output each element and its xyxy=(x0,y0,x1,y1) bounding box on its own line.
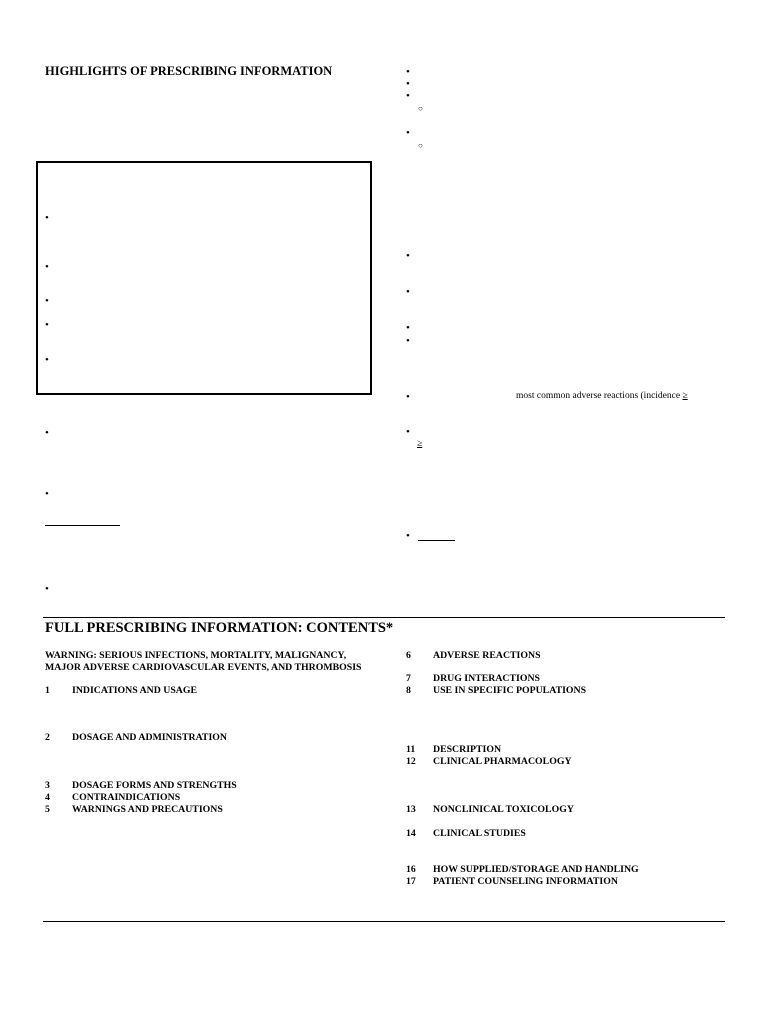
bullet-icon: • xyxy=(406,250,410,262)
bullet-icon: • xyxy=(406,391,410,403)
bullet-icon: • xyxy=(406,66,410,78)
toc-entry-14[interactable]: 14 CLINICAL STUDIES xyxy=(406,828,526,839)
toc-entry-16[interactable]: 16 HOW SUPPLIED/STORAGE AND HANDLING xyxy=(406,864,639,875)
sub-bullet-icon: ○ xyxy=(418,104,423,113)
toc-entry-12[interactable]: 12 CLINICAL PHARMACOLOGY xyxy=(406,756,572,767)
bullet-icon: • xyxy=(45,427,49,439)
boxed-warning-frame xyxy=(36,161,372,395)
bullet-icon: • xyxy=(45,583,49,595)
bullet-icon: • xyxy=(45,354,49,366)
bullet-icon: • xyxy=(406,127,410,139)
geq-symbol: ≥ xyxy=(682,391,688,401)
section-divider xyxy=(43,921,725,922)
bullet-icon: • xyxy=(406,530,410,542)
bullet-icon: • xyxy=(45,319,49,331)
bullet-icon: • xyxy=(406,335,410,347)
bullet-icon: • xyxy=(406,322,410,334)
section-underline xyxy=(45,525,120,526)
bullet-icon: • xyxy=(406,78,410,90)
toc-entry-3[interactable]: 3 DOSAGE FORMS AND STRENGTHS xyxy=(45,780,237,791)
sub-bullet-icon: ○ xyxy=(418,141,423,150)
bullet-icon: • xyxy=(406,90,410,102)
toc-entry-11[interactable]: 11 DESCRIPTION xyxy=(406,744,502,755)
bullet-icon: • xyxy=(406,286,410,298)
section-divider xyxy=(43,617,725,618)
bullet-icon: • xyxy=(45,212,49,224)
toc-warning-entry[interactable]: WARNING: SERIOUS INFECTIONS, MORTALITY, MALIGNANCY, MAJOR ADVERSE CARDIOVASCULAR EVENTS, AND THROMBOSIS xyxy=(45,650,362,673)
toc-entry-5[interactable]: 5 WARNINGS AND PRECAUTIONS xyxy=(45,804,223,815)
toc-entry-4[interactable]: 4 CONTRAINDICATIONS xyxy=(45,792,181,803)
toc-entry-7[interactable]: 7 DRUG INTERACTIONS xyxy=(406,673,540,684)
toc-entry-2[interactable]: 2 DOSAGE AND ADMINISTRATION xyxy=(45,732,227,743)
link-underline xyxy=(418,540,455,541)
toc-entry-1[interactable]: 1 INDICATIONS AND USAGE xyxy=(45,685,198,696)
bullet-icon: • xyxy=(45,261,49,273)
bullet-icon: • xyxy=(406,426,410,438)
toc-entry-13[interactable]: 13 NONCLINICAL TOXICOLOGY xyxy=(406,804,574,815)
adverse-reactions-snippet: most common adverse reactions (incidence ≥ xyxy=(516,391,688,401)
bullet-icon: • xyxy=(45,295,49,307)
full-info-title: FULL PRESCRIBING INFORMATION: CONTENTS* xyxy=(45,620,394,636)
geq-symbol: ≥ xyxy=(417,439,423,449)
toc-entry-8[interactable]: 8 USE IN SPECIFIC POPULATIONS xyxy=(406,685,587,696)
highlights-title: HIGHLIGHTS OF PRESCRIBING INFORMATION xyxy=(45,64,333,78)
toc-entry-6[interactable]: 6 ADVERSE REACTIONS xyxy=(406,650,541,661)
toc-entry-17[interactable]: 17 PATIENT COUNSELING INFORMATION xyxy=(406,876,618,887)
bullet-icon: • xyxy=(45,488,49,500)
